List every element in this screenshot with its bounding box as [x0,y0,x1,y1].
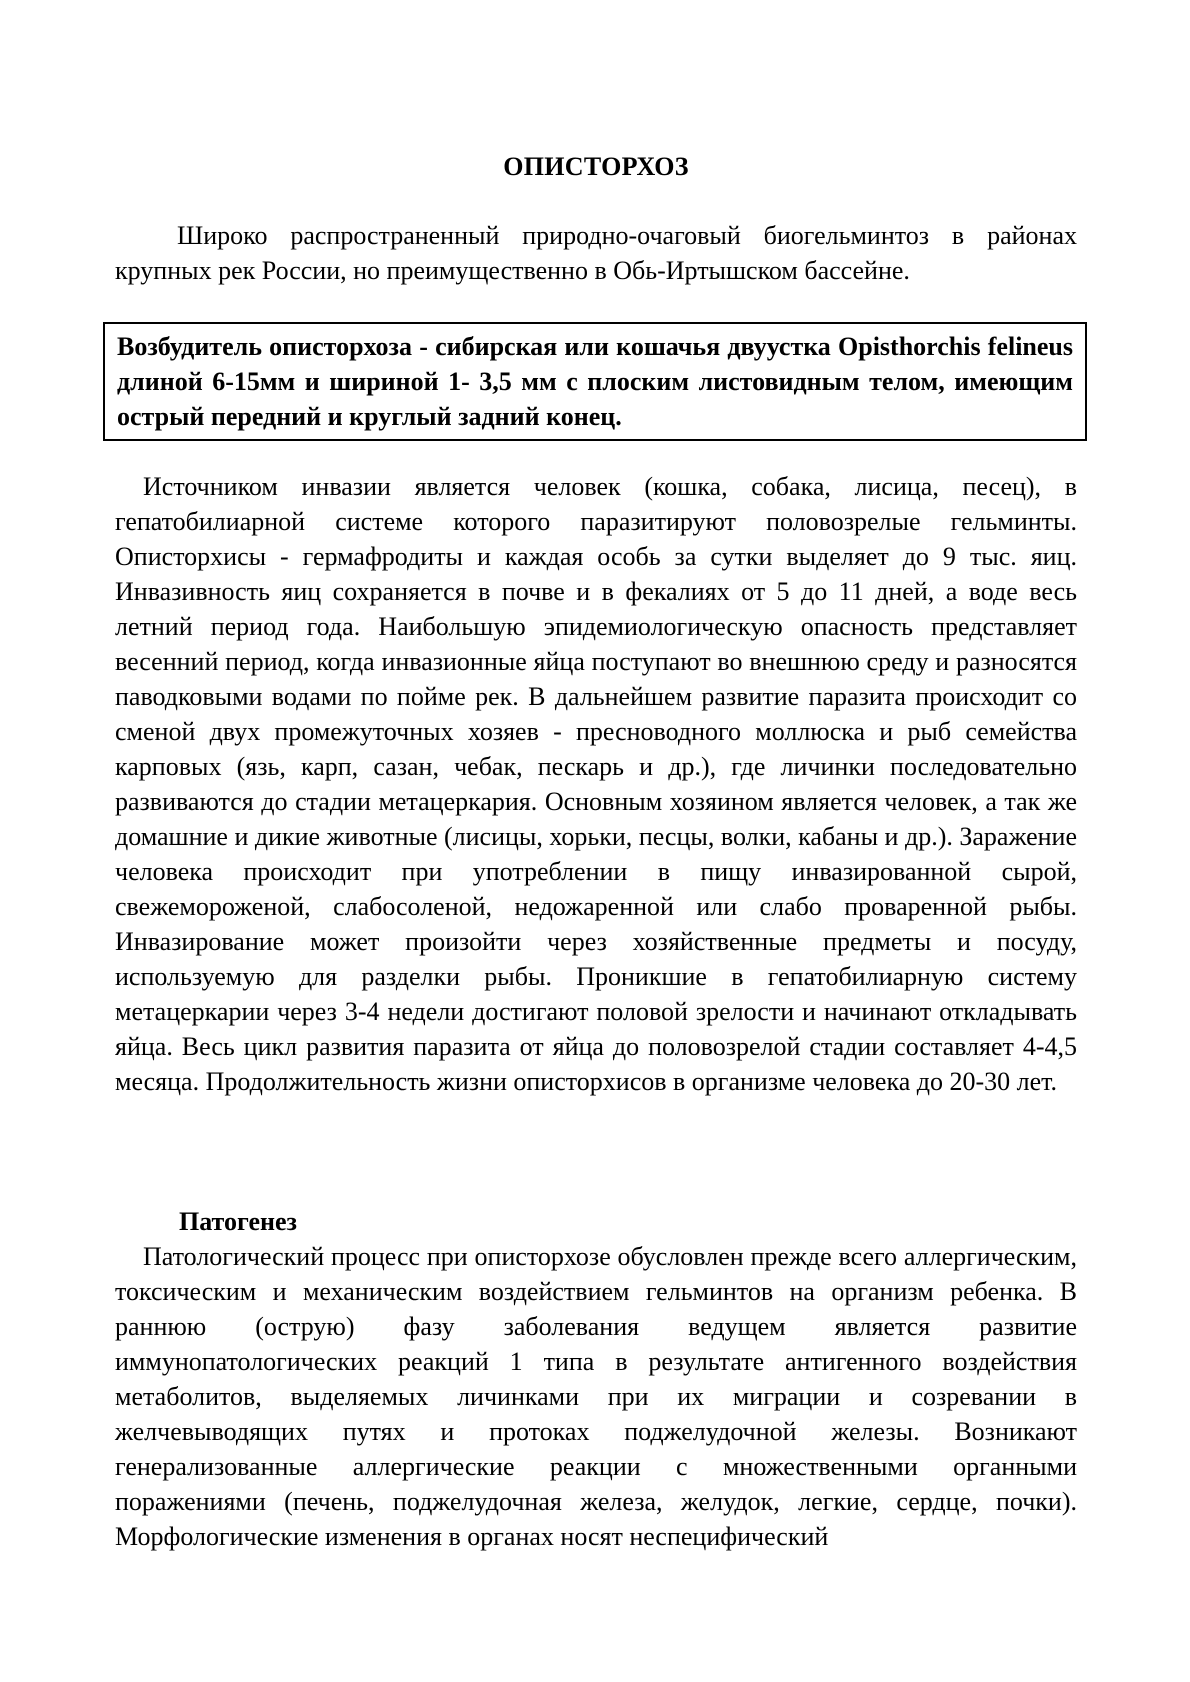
document-title: ОПИСТОРХОЗ [503,152,689,181]
pathogen-definition-box: Возбудитель описторхоза - сибирская или кошачья двуустка Opisthorchis felineus длиной 6-15мм и шириной 1- 3,5 мм с плоским листовидным телом, имеющим острый передний и круглый задний конец. [103,322,1087,441]
epidemiology-paragraph: Источником инвазии является человек (кошка, собака, лисица, песец), в гепатобилиарной системе которого паразитируют половозрелые гельминты. Описторхисы - гермафродиты и каждая особь за сутки выделяет до 9 тыс. яиц. Инвазивность яиц сохраняется в почве и в фекалиях от 5 до 11 дней, а воде весь летний период года. Наибольшую эпидемиологическую опасность представляет весенний период, когда инвазионные яйца поступают во внешнюю среду и разносятся паводковыми водами по пойме рек. В дальнейшем развитие паразита происходит со сменой двух промежуточных хозяев - пресноводного моллюска и рыб семейства карповых (язь, карп, сазан, чебак, пескарь и др.), где личинки последовательно развиваются до стадии метацеркария. Основным хозяином является человек, а так же домашние и дикие животные (лисицы, хорьки, песцы, волки, кабаны и др.). Заражение человека происходит при употреблении в пищу инвазированной сырой, свежемороженой, слабосоленой, недожаренной или слабо проваренной рыбы. Инвазирование может произойти через хозяйственные предметы и посуду, используемую для разделки рыбы. Проникшие в гепатобилиарную систему метацеркарии через 3-4 недели достигают половой зрелости и начинают откладывать яйца. Весь цикл развития паразита от яйца до половозрелой стадии составляет 4-4,5 месяца. Продолжительность жизни описторхисов в организме человека до 20-30 лет. [115,472,1077,1096]
pathogenesis-heading: Патогенез [179,1207,297,1236]
pathogenesis-paragraph: Патологический процесс при описторхозе обусловлен прежде всего аллергическим, токсическим и механическим воздействием гельминтов на организм ребенка. В раннюю (острую) фазу заболевания ведущем является развитие иммунопатологических реакций 1 типа в результате антигенного воздействия метаболитов, выделяемых личинками при их миграции и созревании в желчевыводящих путях и протоках поджелудочной железы. Возникают генерализованные аллергические реакции с множественными органными поражениями (печень, поджелудочная железа, желудок, легкие, сердце, почки). Морфологические изменения в органах носят неспецифический [115,1242,1077,1551]
intro-paragraph: Широко распространенный природно-очаговый биогельминтоз в районах крупных рек России, но преимущественно в Обь-Иртышском бассейне. [115,221,1077,285]
